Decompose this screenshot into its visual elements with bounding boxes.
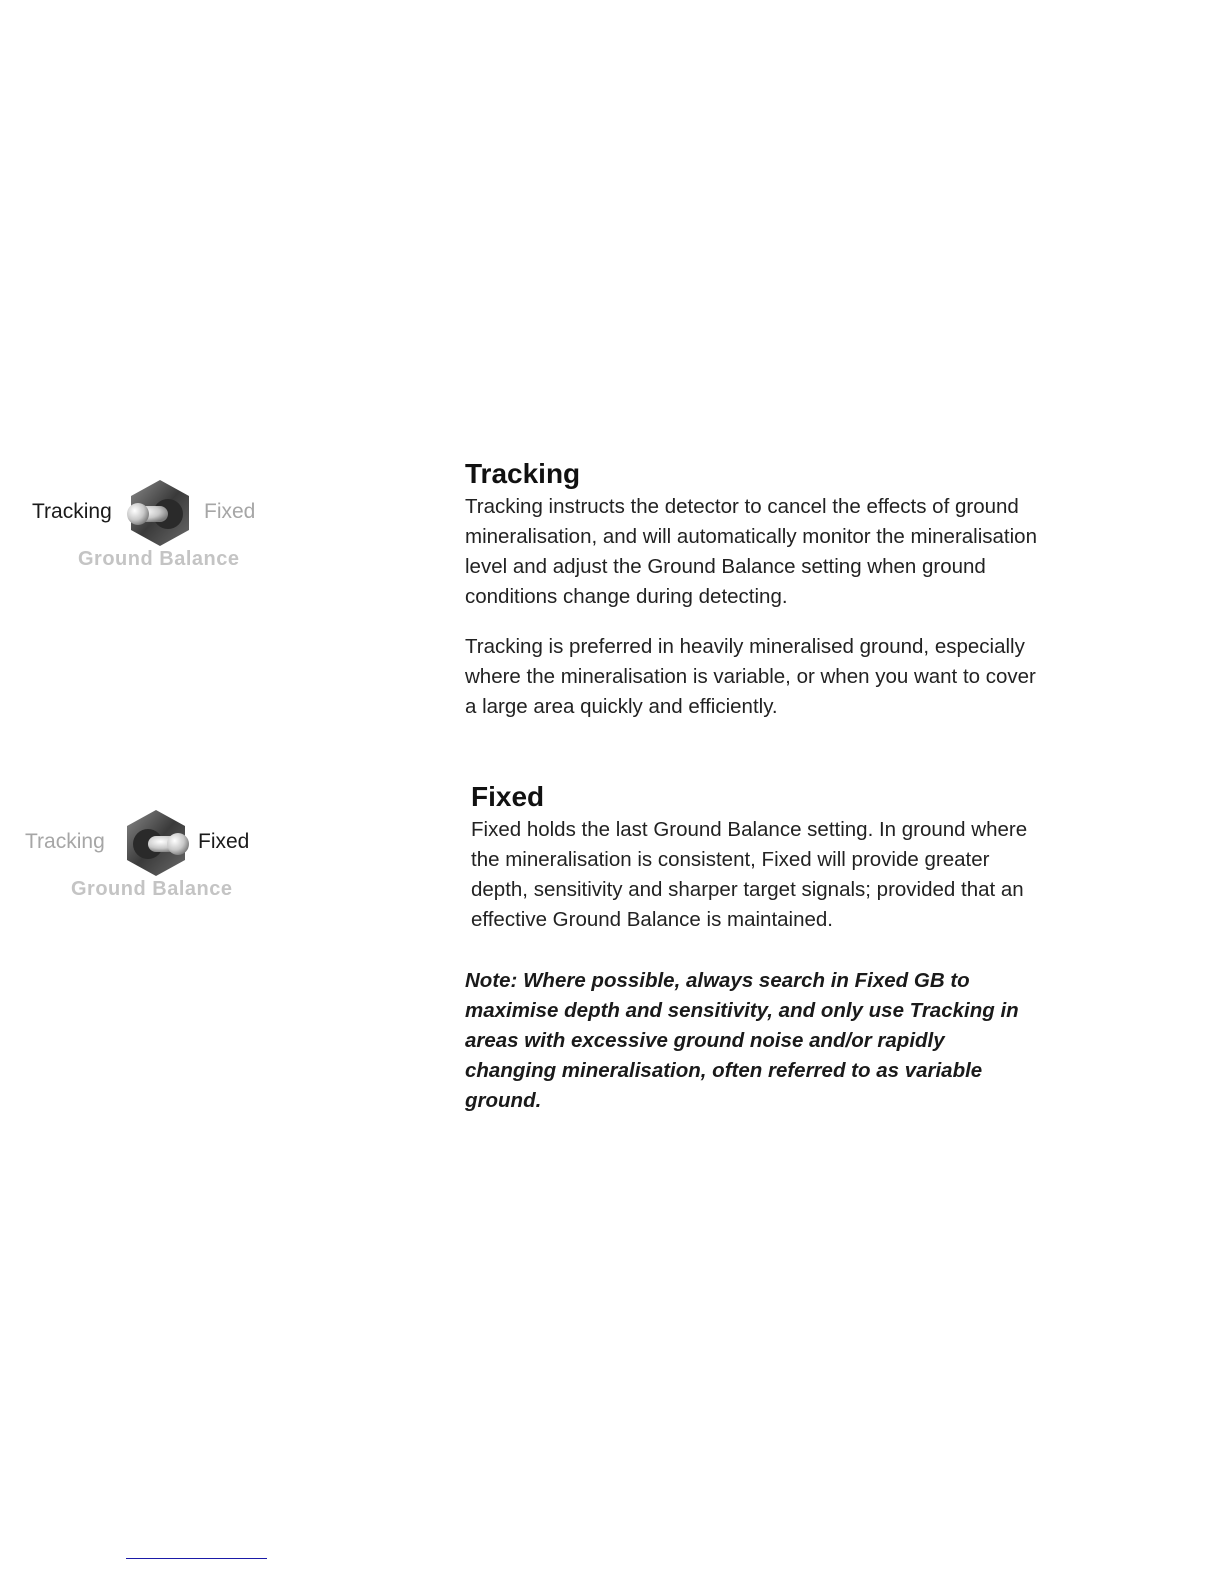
toggle-switch-icon	[120, 808, 192, 880]
switch-left-label: Tracking	[25, 830, 105, 853]
switch-left-label: Tracking	[32, 500, 112, 523]
note-text: Note: Where possible, always search in Fixed GB to maximise depth and sensitivity, and only use Tracking in areas with excessive ground noise and/or rapidly changing mineralisation, often referred to as variable ground.	[465, 969, 1019, 1112]
switch-right-label: Fixed	[204, 500, 256, 523]
toggle-switch-icon	[124, 478, 196, 550]
fixed-heading: Fixed	[471, 781, 545, 812]
fixed-paragraph-1: Fixed holds the last Ground Balance setting. In ground where the mineralisation is consistent, Fixed will provide greater depth, sensitivity and sharper target signals; provided that an effective Ground Balance is maintained.	[471, 818, 1028, 931]
switch-right-label: Fixed	[198, 830, 250, 853]
footnote-rule	[126, 1558, 267, 1559]
ground-balance-switch-fixed	[24, 808, 294, 918]
ground-balance-switch-tracking	[30, 478, 300, 588]
tracking-section	[465, 458, 1045, 722]
switch-caption: Ground Balance	[71, 878, 233, 900]
tracking-paragraph-1: Tracking instructs the detector to cancel the effects of ground mineralisation, and will automatically monitor the mineralisation level and adjust the Ground Balance setting when ground conditions change during detecting.	[465, 495, 1037, 608]
switch-caption: Ground Balance	[78, 548, 240, 570]
tracking-paragraph-2: Tracking is preferred in heavily mineralised ground, especially where the mineralisation is variable, or when you want to cover a large area quickly and efficiently.	[465, 635, 1036, 718]
tracking-heading: Tracking	[465, 458, 581, 489]
fixed-section	[471, 781, 1051, 935]
